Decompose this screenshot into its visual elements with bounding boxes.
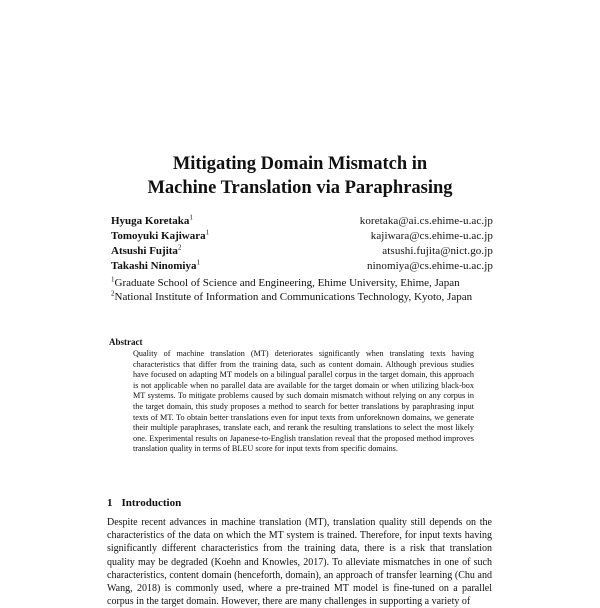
abstract-text: Quality of machine translation (MT) deteriorates significantly when translating texts having characteristics that differ from the training data, such as content domain. Although previous studies have focused on adapting MT models on a bilingual parallel corpus in the target domain, this approach is not applicable when no parallel data are available for the target domain or when utilizing black-box MT systems. To mitigate problems caused by such domain mismatch without relying on any corpus in the target domain, this study proposes a method to search for better translations by paraphrasing input texts of MT. To obtain better translations even for input texts from unforeknown domains, we generate their multiple paraphrases, translate each, and rerank the resulting translations to select the most likely one. Experimental results on Japanese-to-English translation reveal that the proposed method improves translation quality in terms of BLEU score for input texts from specific domains. xyxy=(133,349,474,454)
author-name: Hyuga Koretaka$^1$ xyxy=(111,213,193,227)
author-email[interactable]: ninomiya@cs.ehime-u.ac.jp xyxy=(367,260,493,272)
author-row xyxy=(111,229,493,244)
author-name: Takashi Ninomiya$^1$ xyxy=(111,258,200,272)
author-email[interactable]: koretaka@ai.cs.ehime-u.ac.jp xyxy=(359,215,493,227)
title-line-1: Mitigating Domain Mismatch in xyxy=(172,154,428,174)
section-heading xyxy=(107,497,181,509)
affiliation-1: $^1$Graduate School of Science and Engineering, Ehime University, Ehime, Japan xyxy=(111,275,460,289)
author-email[interactable]: atsushi.fujita@nict.go.jp xyxy=(382,245,493,257)
introduction-text: Despite recent advances in machine translation (MT), translation quality still depends on the characteristics of the data on which the MT system is trained. Therefore, for input texts having significantly different characteristics from the training data, there is a risk that translation quality may be degraded (Koehn and Knowles, 2017). To alleviate mismatches in one of such characteristics, content domain (henceforth, domain), an approach of transfer learning (Chu and Wang, 2018) is commonly used, where a pre-trained MT model is fine-tuned on a parallel corpus in the target domain. However, there are many challenges in supporting a variety of xyxy=(107,517,492,608)
author-name: Atsushi Fujita$^2$ xyxy=(111,243,182,257)
author-row xyxy=(111,214,493,229)
affiliations xyxy=(111,276,493,304)
title-line-2: Machine Translation via Paraphrasing xyxy=(147,178,453,198)
section-number: 1 xyxy=(107,497,113,509)
author-name: Tomoyuki Kajiwara$^1$ xyxy=(111,228,210,242)
paper-title xyxy=(0,152,600,200)
author-row xyxy=(111,259,493,274)
section-title: Introduction xyxy=(121,497,182,509)
author-email[interactable]: kajiwara@cs.ehime-u.ac.jp xyxy=(370,230,493,242)
abstract-heading: Abstract xyxy=(109,337,143,347)
author-row xyxy=(111,244,493,259)
author-block xyxy=(111,214,493,304)
affiliation-2: $^2$National Institute of Information and Communications Technology, Kyoto, Japan xyxy=(111,289,473,303)
